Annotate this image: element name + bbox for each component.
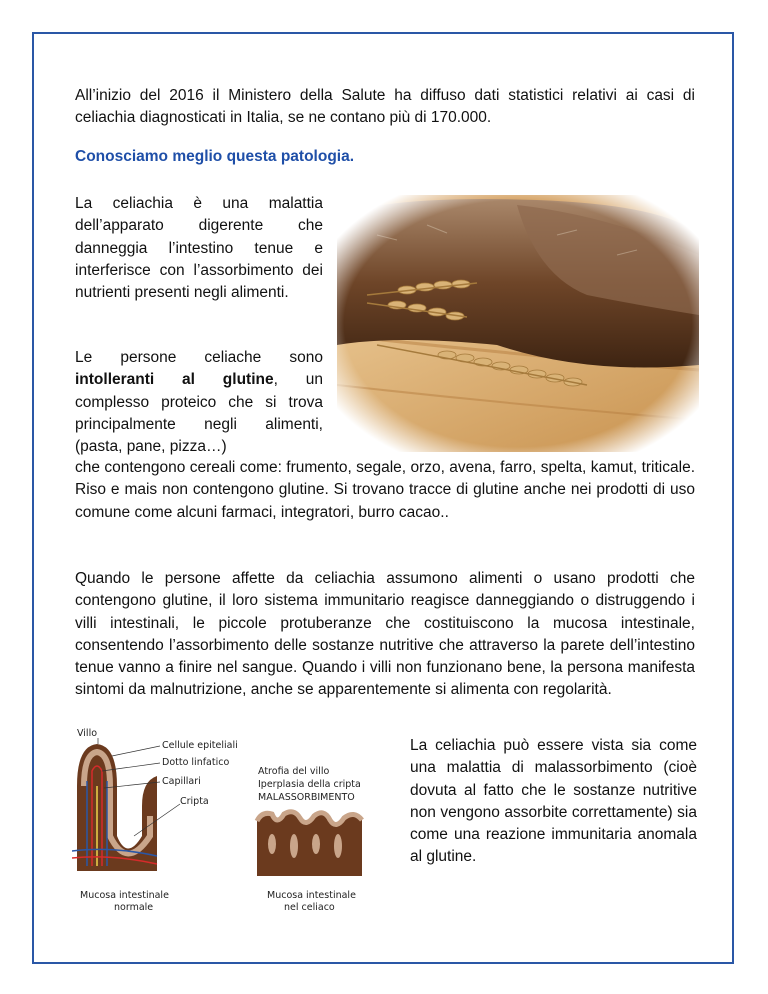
conclusion-paragraph: La celiachia può essere vista sia come una malattia di malassorbimento (cioè dovuta al fatto che le sostanze nutritive non vengono assorbite correttamente) sia come una reazione immunitaria anomala al glutine. — [410, 737, 697, 866]
label-capillari: Capillari — [162, 776, 201, 787]
gluten-paragraph — [75, 347, 323, 458]
normal-villus-illustration — [72, 744, 157, 871]
intestinal-villi-diagram — [72, 726, 402, 926]
label-dotto-linfatico: Dotto linfatico — [162, 757, 230, 768]
definition-paragraph: La celiachia è una malattia dell’apparato digerente che danneggia l’intestino tenue e interferisce con l’assorbimento dei nutrienti presenti negli alimenti. — [75, 195, 323, 302]
gluten-text-before: Le persone celiache sono — [75, 349, 323, 366]
label-celiac-line2: nel celiaco — [284, 902, 335, 913]
gluten-paragraph-continued: che contengono cereali come: frumento, segale, orzo, avena, farro, spelta, kamut, triticale. Riso e mais non contengono glutine. Si trovano tracce di glutine anche nei prodotti di uso comune come alcuni farmaci, integratori, burro cacao.. — [75, 459, 695, 521]
label-iperplasia: Iperplasia della cripta — [258, 779, 361, 790]
label-malassorbimento: MALASSORBIMENTO — [258, 792, 355, 803]
section-heading: Conosciamo meglio questa patologia. — [75, 148, 355, 165]
label-atrofia: Atrofia del villo — [258, 766, 330, 777]
gluten-text-after: , un complesso proteico che si trova principalmente negli alimenti, (pasta, pane, pizza…) — [75, 371, 323, 456]
label-normal-line2: normale — [114, 902, 154, 913]
gluten-bold-text: intolleranti al glutine — [75, 371, 274, 389]
intro-paragraph: All’inizio del 2016 il Ministero della Salute ha diffuso dati statistici relativi ai casi di celiachia diagnosticati in Italia, se ne contano più di 170.000. — [75, 87, 695, 127]
label-cripta: Cripta — [180, 796, 209, 807]
label-villo: Villo — [77, 728, 98, 739]
celiac-villus-illustration — [257, 812, 362, 876]
label-normal-line1: Mucosa intestinale — [80, 890, 169, 901]
label-celiac-line1: Mucosa intestinale — [267, 890, 356, 901]
effects-paragraph: Quando le persone affette da celiachia assumono alimenti o usano prodotti che contengono glutine, il loro sistema immunitario reagisce danneggiando o distruggendo i villi intestinali, le piccole protuberanze che costituiscono la mucosa intestinale, consentendo l’assorbimento delle sostanze nutritive che attraverso la parete dell’intestino tenue vanno a finire nel sangue. Quando i villi non funzionano bene, la persona manifesta sintomi da malnutrizione, anche se apparentemente si alimenta con regolarità. — [75, 570, 695, 699]
label-cellule-epiteliali: Cellule epiteliali — [162, 740, 238, 751]
bread-wheat-photo — [337, 195, 699, 452]
